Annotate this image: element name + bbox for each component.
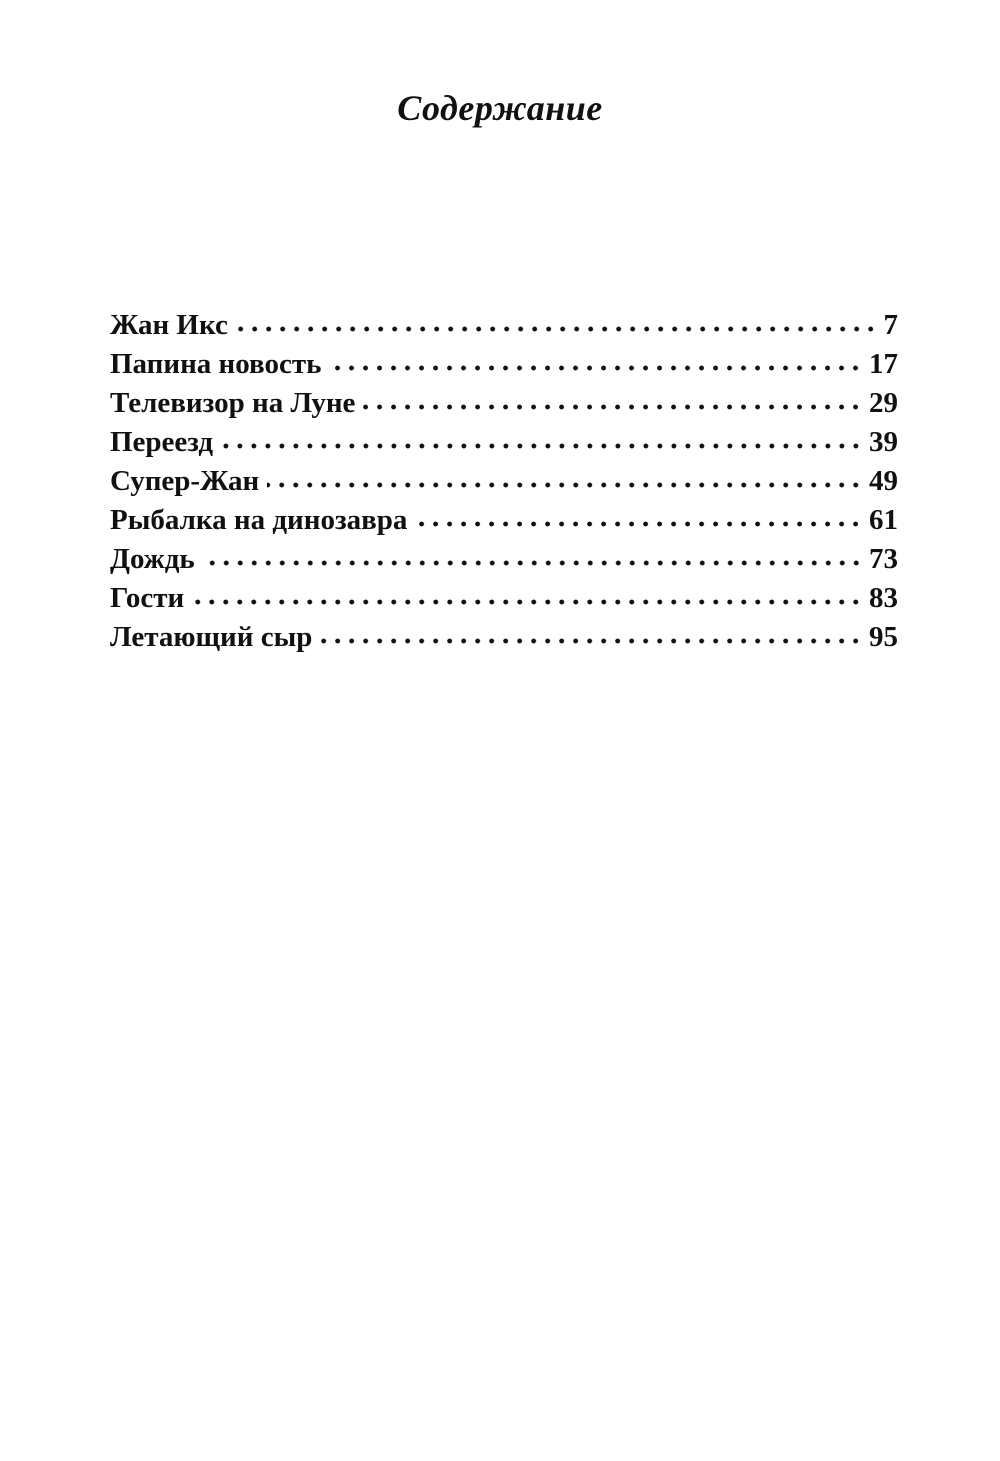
toc-page-number: 29 <box>869 387 898 419</box>
toc-page-number: 83 <box>869 582 898 614</box>
toc-entry-title: Переезд <box>110 426 214 458</box>
toc-entry <box>110 501 898 540</box>
toc-entry <box>110 540 898 579</box>
toc-entry-title: Супер-Жан <box>110 465 260 497</box>
toc-entry <box>110 384 898 423</box>
dot-leader <box>236 326 878 332</box>
toc-entry-title: Телевизор на Луне <box>110 387 356 419</box>
toc-entry-title: Дождь <box>110 543 195 575</box>
table-of-contents <box>110 306 898 657</box>
dot-leader <box>203 560 863 566</box>
toc-entry <box>110 423 898 462</box>
toc-entry-title: Папина новость <box>110 348 322 380</box>
toc-entry <box>110 306 898 345</box>
dot-leader <box>329 365 863 371</box>
dot-leader <box>221 443 863 449</box>
toc-entry <box>110 579 898 618</box>
toc-entry-title: Гости <box>110 582 185 614</box>
dot-leader <box>267 482 863 488</box>
toc-page-number: 95 <box>869 621 898 653</box>
toc-entry-title: Рыбалка на динозавра <box>110 504 408 536</box>
toc-page-number: 61 <box>869 504 898 536</box>
toc-entry <box>110 462 898 501</box>
toc-page-number: 7 <box>883 309 898 341</box>
toc-page-number: 49 <box>869 465 898 497</box>
toc-entry-title: Жан Икс <box>110 309 228 341</box>
toc-entry <box>110 345 898 384</box>
dot-leader <box>363 404 863 410</box>
dot-leader <box>192 599 863 605</box>
toc-entry <box>110 618 898 657</box>
toc-entry-title: Летающий сыр <box>110 621 313 653</box>
toc-page-number: 39 <box>869 426 898 458</box>
dot-leader <box>320 638 863 644</box>
toc-page-number: 73 <box>869 543 898 575</box>
page-title: Содержание <box>397 88 603 128</box>
dot-leader <box>415 521 863 527</box>
toc-page-number: 17 <box>869 348 898 380</box>
